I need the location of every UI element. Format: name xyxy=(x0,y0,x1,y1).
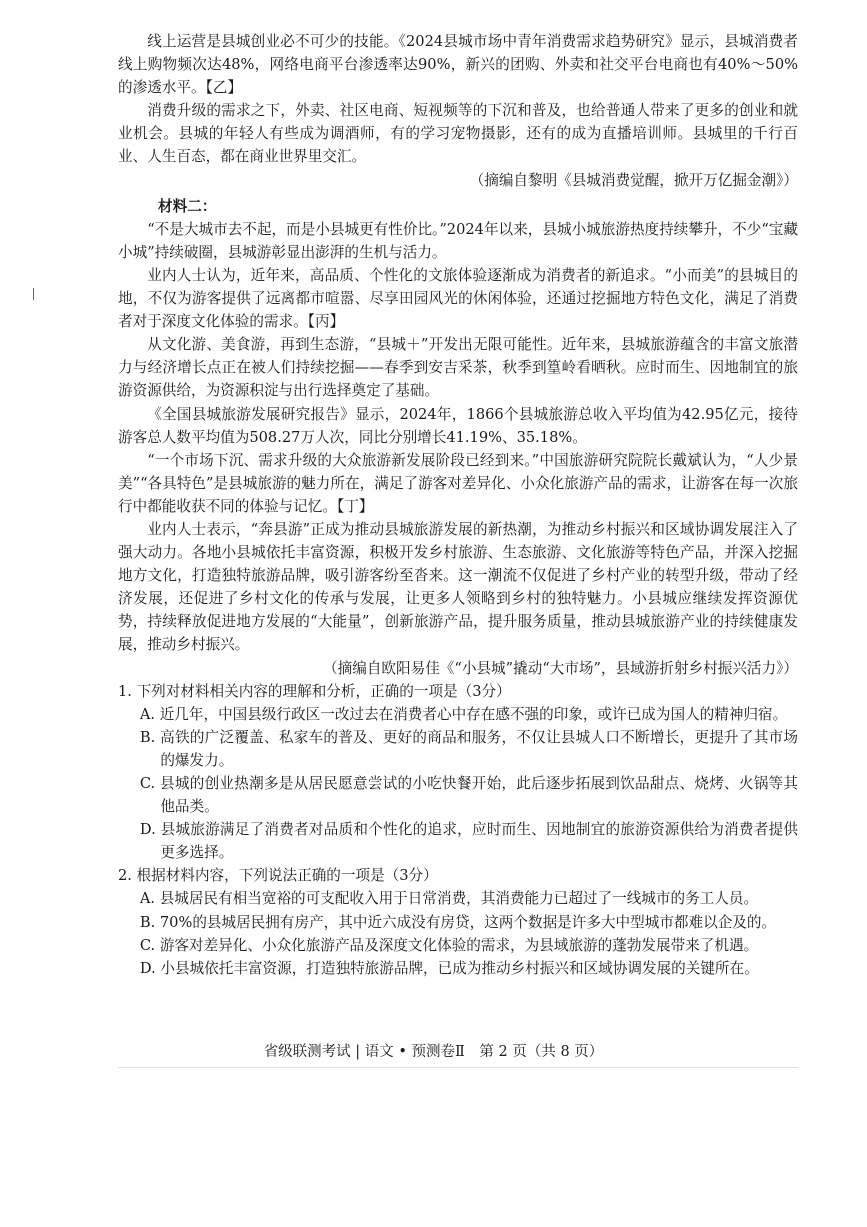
material2-heading: 材料二： xyxy=(158,197,217,215)
margin-mark xyxy=(33,288,34,300)
question-1 xyxy=(118,680,798,865)
option-d: D. 小县城依托丰富资源，打造独特旅游品牌，已成为推动乡村振兴和区域协调发展的关键所在。 xyxy=(139,959,759,977)
page-content xyxy=(118,30,798,980)
option-c: C. 县城的创业热潮多是从居民愿意尝试的小吃快餐开始，此后逐步拓展到饮品甜点、烧烤、火锅等其他品类。 xyxy=(139,775,798,816)
material2-paragraph: 业内人士表示，“奔县游”正成为推动县城旅游发展的新热潮，为推动乡村振兴和区域协调发展注入了强大动力。各地小县城依托丰富资源，积极开发乡村旅游、生态旅游、文化旅游等特色产品，并深入挖掘地方文化，打造独特旅游品牌，吸引游客纷至沓来。这一潮流不仅促进了乡村产业的转型升级，带动了经济发展，还促进了乡村文化的传承与发展，让更多人领略到乡村的独特魅力。小县城应继续发挥资源优势，持续释放促进地方发展的“大能量”，创新旅游产品，提升服务质量，推动县城旅游产业的持续健康发展，推动乡村振兴。 xyxy=(118,520,798,654)
option-a: A. 县城居民有相当宽裕的可支配收入用于日常消费，其消费能力已超过了一线城市的务工人员。 xyxy=(139,890,759,908)
material2-paragraph: 《全国县城旅游发展研究报告》显示，2024年，1866个县城旅游总收入平均值为42.95亿元，接待游客总人数平均值为508.27万人次，同比分别增长41.19%、35.18%。 xyxy=(118,405,798,446)
material1-source: （摘编自黎明《县城消费觉醒，掀开万亿掘金潮》） xyxy=(469,171,798,189)
material2-paragraph: “一个市场下沉、需求升级的大众旅游新发展阶段已经到来。”中国旅游研究院院长戴斌认为，“人少景美”“各具特色”是县城旅游的魅力所在，满足了游客对差异化、小众化旅游产品的需求，让游客在每一次旅行中都能收获不同的体验与记忆。【丁】 xyxy=(118,451,798,515)
option-d: D. 县城旅游满足了消费者对品质和个性化的追求，应时而生、因地制宜的旅游资源供给为消费者提供更多选择。 xyxy=(139,821,798,862)
footer-divider xyxy=(118,1067,798,1068)
material1-paragraph-1: 线上运营是县城创业必不可少的技能。《2024县城市场中青年消费需求趋势研究》显示，县城消费者线上购物频次达48%，网络电商平台渗透率达90%，新兴的团购、外卖和社交平台电商也有40%～50%的渗透水平。【乙】 xyxy=(118,33,798,97)
question-stem: 1. 下列对材料相关内容的理解和分析，正确的一项是（3分） xyxy=(118,682,511,700)
option-c: C. 游客对差异化、小众化旅游产品及深度文化体验的需求，为县域旅游的蓬勃发展带来了机遇。 xyxy=(139,936,759,954)
question-2 xyxy=(118,864,798,979)
material2-paragraph: 从文化游、美食游，再到生态游，“县城＋”开发出无限可能性。近年来，县城旅游蕴含的丰富文旅潜力与经济增长点正在被人们持续挖掘——春季到安吉采茶，秋季到篁岭看晒秋。应时而生、因地制宜的旅游资源供给，为资源积淀与出行选择奠定了基础。 xyxy=(118,336,798,400)
option-b: B. 70%的县城居民拥有房产，其中近六成没有房贷，这两个数据是许多大中型城市都难以企及的。 xyxy=(139,913,777,931)
material1-paragraph-2: 消费升级的需求之下，外卖、社区电商、短视频等的下沉和普及，也给普通人带来了更多的创业和就业机会。县城的年轻人有些成为调酒师，有的学习宠物摄影，还有的成为直播培训师。县城里的千行百业、人生百态，都在商业世界里交汇。 xyxy=(118,102,798,166)
material2-source: （摘编自欧阳易佳《“小县城”撬动“大市场”，县域游折射乡村振兴活力》） xyxy=(323,659,798,677)
page-footer: 省级联测考试 | 语文 • 预测卷Ⅱ 第 2 页（共 8 页） xyxy=(263,1044,604,1060)
material2-paragraph: 业内人士认为，近年来，高品质、个性化的文旅体验逐渐成为消费者的新追求。“小而美”的县城目的地，不仅为游客提供了远离都市喧嚣、尽享田园风光的休闲体验，还通过挖掘地方特色文化，满足了消费者对于深度文化体验的需求。【丙】 xyxy=(118,266,798,331)
option-a: A. 近几年，中国县级行政区一改过去在消费者心中存在感不强的印象，或许已成为国人的精神归宿。 xyxy=(139,705,788,723)
question-stem: 2. 根据材料内容，下列说法正确的一项是（3分） xyxy=(118,867,438,885)
material2-paragraph: “不是大城市去不起，而是小县城更有性价比。”2024年以来，县城小城旅游热度持续攀升，不少“宝藏小城”持续破圈，县城游彰显出澎湃的生机与活力。 xyxy=(118,220,798,261)
option-b: B. 高铁的广泛覆盖、私家车的普及、更好的商品和服务，不仅让县城人口不断增长，更提升了其市场的爆发力。 xyxy=(139,728,798,769)
